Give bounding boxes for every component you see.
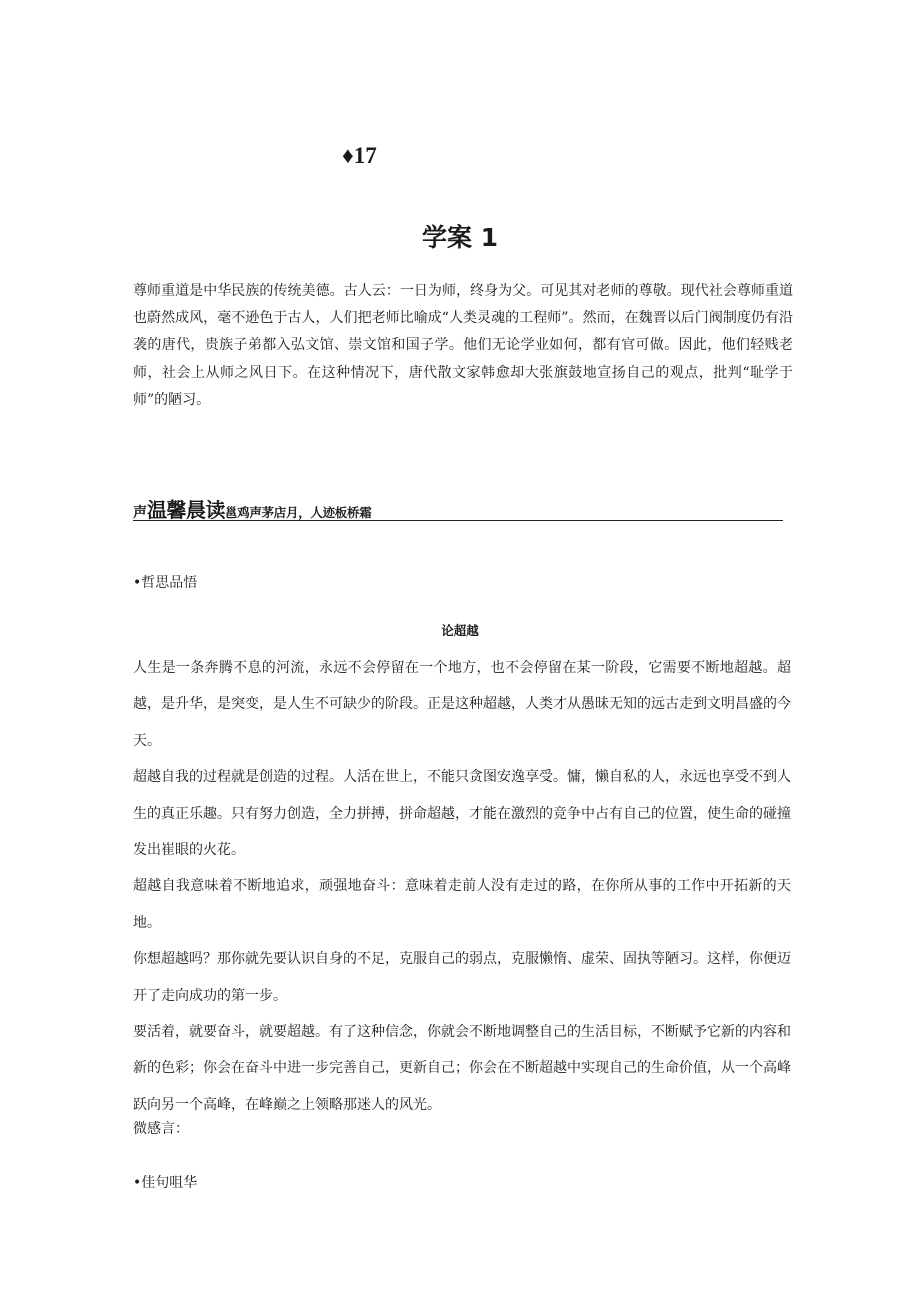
- subsection-reflect: •哲思品悟: [133, 575, 198, 591]
- article-paragraph: 要活着，就要奋斗，就要超越。有了这种信念，你就会不断地调整自己的生活目标，不断赋予它新的内容和新的色彩；你会在奋斗中进一步完善自己，更新自己；你会在不断超越中实现自己的生命价值，从一个高峰跃向另一个高峰，在峰巅之上领略那迷人的风光。: [133, 1024, 791, 1113]
- intro-paragraph: [133, 278, 793, 414]
- article-paragraph: 人生是一条奔腾不息的河流，永远不会停留在一个地方，也不会停留在某一阶段，它需要不断地超越。超越，是升华，是突变，是人生不可缺少的阶段。正是这种超越，人类才从愚昧无知的远古走到文明昌盛的今天。: [133, 660, 791, 749]
- section-heading: 温馨晨读: [147, 498, 225, 522]
- lesson-number: ♦17: [342, 143, 377, 168]
- section-poem-line: 邕鸡声茅店月，人迹板桥霜: [225, 505, 372, 520]
- article-paragraph: 你想超越吗？那你就先要认识自身的不足，克服自己的弱点，克服懒惰、虚荣、固执等陋习。这样，你便迈开了走向成功的第一步。: [133, 951, 791, 1004]
- article-body: [133, 650, 791, 1123]
- article-paragraph: 超越自我的过程就是创造的过程。人活在世上，不能只贪图安逸享受。慵，懒自私的人，永远也享受不到人生的真正乐趣。只有努力创造，全力拼搏，拼命超越，才能在激烈的竞争中占有自己的位置，使生命的碰撞发出崔眼的火花。: [133, 769, 791, 859]
- intro-text: 尊师重道是中华民族的传统美德。古人云：一日为师，终身为父。可见其对老师的尊敬。现代社会尊师重道也蔚然成风，毫不逊色于古人，人们把老师比喻成“人类灵魂的工程师”。然而，在魏晋以后门阀制度仍有沿袭的唐代，贵族子弟都入弘文馆、崇文馆和国子学。他们无论学业如何，都有官可做。因此，他们轻贱老师，社会上从师之风日下。在这种情况下，唐代散文家韩愈却大张旗鼓地宣扬自己的观点，批判“耻学于师”的陋习。: [133, 283, 793, 408]
- reflection-label: 微感言：: [133, 1121, 189, 1137]
- subsection-excerpt: •佳句咀华: [133, 1175, 198, 1191]
- section-heading-bar: [133, 494, 783, 521]
- page-title: 学案 1: [421, 223, 499, 252]
- article-paragraph: 超越自我意味着不断地追求，顽强地奋斗：意味着走前人没有走过的路，在你所从事的工作中开拓新的天地。: [133, 878, 791, 931]
- article-title: 论超越: [441, 623, 479, 638]
- section-mark: 声: [133, 505, 147, 521]
